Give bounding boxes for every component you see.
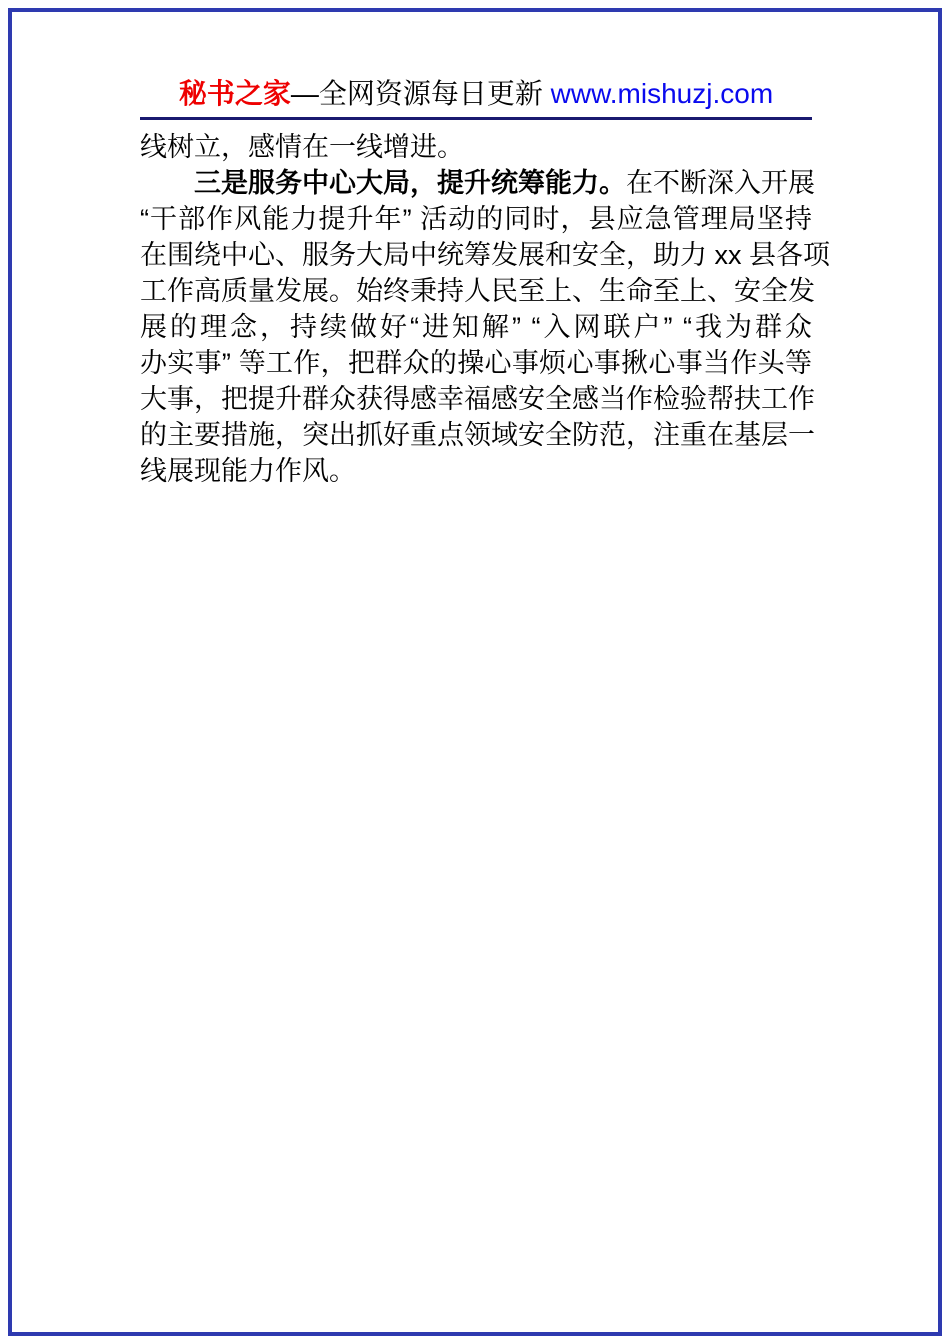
header-url-link[interactable]: www.mishuzj.com bbox=[550, 78, 774, 109]
section-heading: 三是服务中心大局，提升统筹能力。 bbox=[194, 168, 626, 198]
text-line: 展的理念，持续做好“进知解” “入网联户” “我为群众 bbox=[140, 312, 812, 342]
brand-text: 秘书之家 bbox=[178, 78, 291, 109]
text-line: 线展现能力作风。 bbox=[140, 456, 356, 486]
text-line bbox=[140, 165, 815, 201]
document-body bbox=[140, 129, 831, 489]
text-line: 在围绕中心、服务大局中统筹发展和安全，助力 xx 县各项 bbox=[140, 240, 831, 270]
page-content bbox=[140, 78, 831, 489]
text-line: 的主要措施，突出抓好重点领域安全防范，注重在基层一 bbox=[140, 420, 815, 450]
text-segment: 在不断深入开展 bbox=[626, 168, 815, 198]
header-divider-line bbox=[140, 117, 812, 120]
site-header bbox=[140, 78, 812, 110]
text-line: 大事，把提升群众获得感幸福感安全感当作检验帮扶工作 bbox=[140, 384, 815, 414]
header-tagline: —全网资源每日更新 bbox=[290, 78, 551, 109]
text-line: 办实事” 等工作，把群众的操心事烦心事揪心事当作头等 bbox=[140, 348, 812, 378]
text-line: “干部作风能力提升年” 活动的同时，县应急管理局坚持 bbox=[140, 204, 812, 234]
text-line: 线树立，感情在一线增进。 bbox=[140, 132, 464, 162]
text-line: 工作高质量发展。始终秉持人民至上、生命至上、安全发 bbox=[140, 276, 815, 306]
